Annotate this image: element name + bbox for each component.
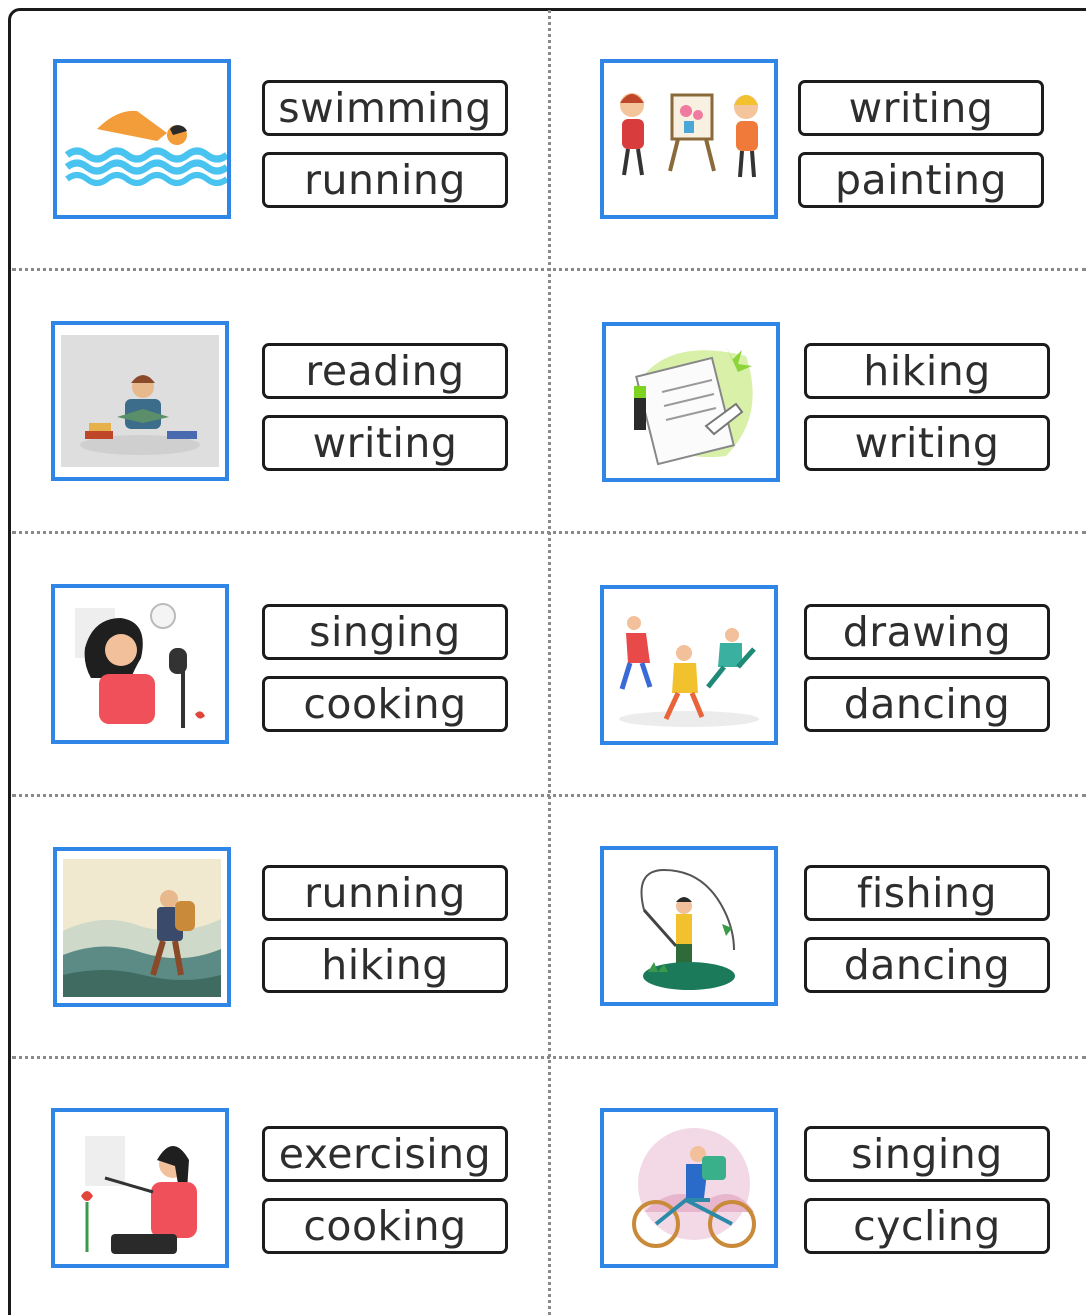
option-button[interactable]: writing — [798, 80, 1044, 136]
fisherman-icon — [600, 846, 778, 1006]
option-button[interactable]: fishing — [804, 865, 1050, 921]
option-button[interactable]: dancing — [804, 676, 1050, 732]
option-button[interactable]: painting — [798, 152, 1044, 208]
people-dancing-icon — [600, 585, 778, 745]
horizontal-cut-line — [12, 268, 1086, 271]
person-reading-icon — [51, 321, 229, 481]
option-button[interactable]: drawing — [804, 604, 1050, 660]
woman-cooking-icon — [51, 1108, 229, 1268]
cyclist-icon — [600, 1108, 778, 1268]
option-button[interactable]: singing — [804, 1126, 1050, 1182]
horizontal-cut-line — [12, 794, 1086, 797]
option-button[interactable]: reading — [262, 343, 508, 399]
option-button[interactable]: swimming — [262, 80, 508, 136]
option-button[interactable]: exercising — [262, 1126, 508, 1182]
option-button[interactable]: cooking — [262, 1198, 508, 1254]
option-button[interactable]: hiking — [262, 937, 508, 993]
option-button[interactable]: running — [262, 865, 508, 921]
option-button[interactable]: running — [262, 152, 508, 208]
swimmer-icon — [53, 59, 231, 219]
hand-writing-icon — [602, 322, 780, 482]
woman-singing-icon — [51, 584, 229, 744]
option-button[interactable]: singing — [262, 604, 508, 660]
horizontal-cut-line — [12, 531, 1086, 534]
option-button[interactable]: writing — [262, 415, 508, 471]
vertical-cut-line — [548, 10, 551, 1315]
option-button[interactable]: hiking — [804, 343, 1050, 399]
option-button[interactable]: writing — [804, 415, 1050, 471]
children-painting-icon — [600, 59, 778, 219]
option-button[interactable]: cooking — [262, 676, 508, 732]
option-button[interactable]: cycling — [804, 1198, 1050, 1254]
option-button[interactable]: dancing — [804, 937, 1050, 993]
hiker-icon — [53, 847, 231, 1007]
horizontal-cut-line — [12, 1056, 1086, 1059]
